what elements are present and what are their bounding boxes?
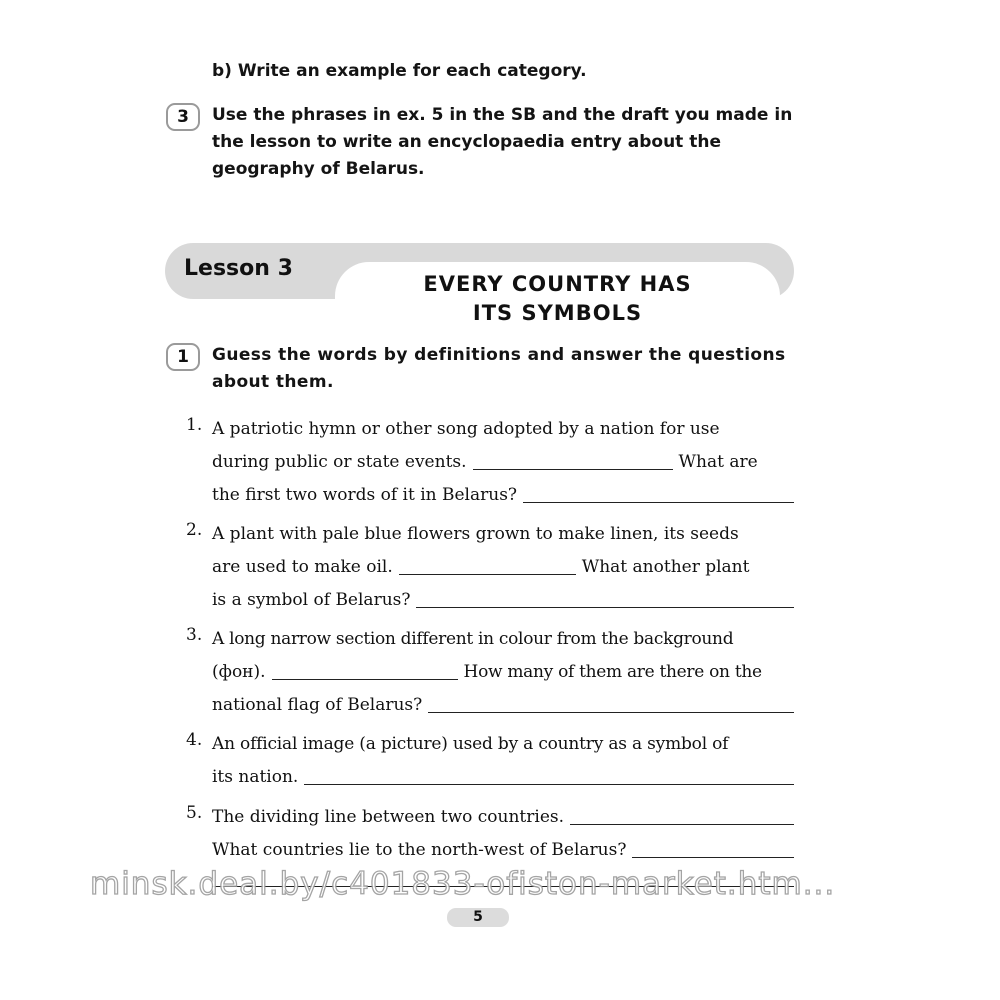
item-3-line-3: national flag of Belarus? [212, 695, 423, 715]
item-1-line-3: the first two words of it in Belarus? [212, 485, 518, 505]
item-3-line-2: (фон). [212, 662, 266, 682]
item-number: 2. [186, 520, 203, 540]
item-1-line-2: during public or state events. [212, 452, 467, 472]
item-4-line-1: An official image (a picture) used by a country as a symbol of [212, 734, 729, 754]
item-1-line-1: A patriotic hymn or other song adopted by a nation for use [212, 419, 720, 439]
answer-blank-1a[interactable] [473, 451, 673, 470]
exercise-3-number: 3 [166, 103, 200, 131]
item-number: 4. [186, 730, 203, 750]
item-5-line-1: The dividing line between two countries. [212, 807, 565, 827]
lesson-title-line-2: ITS SYMBOLS [472, 301, 643, 325]
item-4-line-2: its nation. [212, 767, 299, 787]
item-number: 3. [186, 625, 203, 645]
item-number: 1. [186, 415, 203, 435]
answer-blank-5a[interactable] [570, 806, 794, 825]
item-3-line-1: A long narrow section different in colour from the background [212, 629, 734, 649]
exercise-1-number: 1 [166, 343, 200, 371]
item-3-question: How many of them are there on the [463, 662, 762, 682]
instruction-b: b) Write an example for each category. [212, 61, 587, 81]
answer-blank-3b[interactable] [428, 694, 794, 713]
watermark: minsk.deal.by/c401833-ofiston-market.htm... [90, 866, 836, 902]
lesson-label: Lesson 3 [184, 256, 293, 281]
answer-blank-3a[interactable] [272, 661, 458, 680]
answer-blank-1b[interactable] [523, 484, 794, 503]
item-2-question: What another plant [581, 557, 750, 577]
exercise-1-instruction: Guess the words by definitions and answer the questions about them. [212, 345, 786, 392]
answer-blank-4[interactable] [304, 766, 794, 785]
item-number: 5. [186, 803, 203, 823]
item-2-line-2: are used to make oil. [212, 557, 393, 577]
page-number: 5 [447, 908, 509, 927]
exercise-3-instruction: Use the phrases in ex. 5 in the SB and the draft you made in the lesson to write an encyclopaedia entry about the geography of Belarus. [212, 105, 793, 179]
lesson-title-line-1: EVERY COUNTRY HAS [423, 272, 692, 296]
answer-blank-2a[interactable] [399, 556, 576, 575]
item-5-line-2: What countries lie to the north-west of Belarus? [212, 840, 627, 860]
lesson-title [340, 270, 775, 328]
item-2-line-1: A plant with pale blue flowers grown to make linen, its seeds [212, 524, 739, 544]
item-1-question: What are [678, 452, 758, 472]
answer-blank-5b[interactable] [632, 839, 794, 858]
item-2-line-3: is a symbol of Belarus? [212, 590, 411, 610]
answer-blank-2b[interactable] [416, 589, 794, 608]
